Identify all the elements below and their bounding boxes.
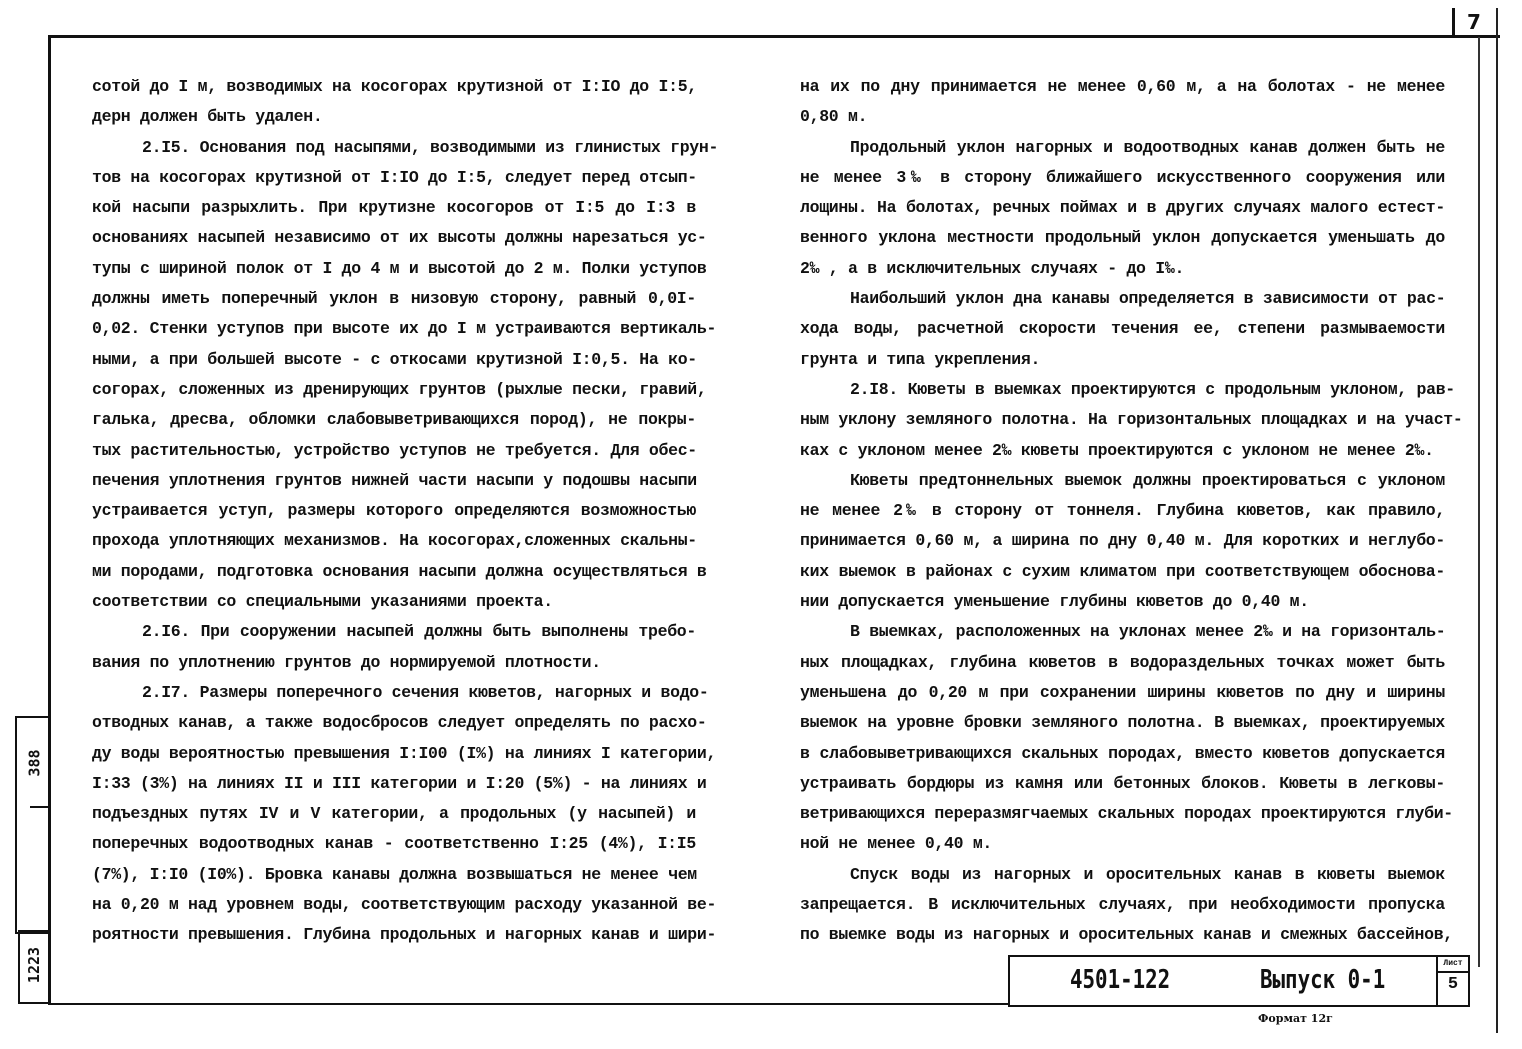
text-line: Кюветы предтоннельных выемок должны проектироваться с уклоном	[850, 470, 1445, 490]
text-line: уменьшена до 0,20 м при сохранении ширины кюветов по дну и ширины	[800, 682, 1445, 702]
paragraph	[800, 617, 1453, 859]
archive-number: 1223	[25, 946, 44, 984]
text-line: I:33 (3%) на линиях II и III категории и I:20 (5%) - на линиях и	[92, 773, 707, 793]
text-line: роятности превышения. Глубина продольных и нагорных канав и шири-	[92, 925, 717, 945]
format-label: Формат 12г	[1258, 1012, 1333, 1025]
text-line: устраивать бордюры из камня или бетонных блоков. Кюветы в легковы-	[800, 773, 1445, 793]
text-line: ких выемок в районах с сухим климатом при соответствующем обоснова-	[800, 561, 1445, 581]
text-line: 2‰ , а в исключительных случаях - до I‰.	[800, 258, 1185, 278]
paragraph	[92, 72, 696, 133]
margin-stamp-inventory	[15, 716, 51, 934]
text-line: хода воды, расчетной скорости течения ее, степени размываемости	[800, 319, 1445, 339]
text-line: грунта и типа укрепления.	[800, 349, 1041, 369]
text-line: выемок на уровне бровки земляного полотна. В выемках, проектируемых	[800, 713, 1445, 733]
text-line: устраивается уступ, размеры которого определяются возможностью	[92, 501, 696, 521]
text-line: не менее 2‰ в сторону от тоннеля. Глубина кюветов, как правило,	[800, 501, 1445, 521]
margin-stamp-archive	[18, 930, 51, 1004]
paragraph	[800, 133, 1445, 284]
text-line: нии допускается уменьшение глубины кюветов до 0,40 м.	[800, 592, 1309, 612]
text-line: ми породами, подготовка основания насыпи должна осуществляться в	[92, 561, 707, 581]
text-line: принимается 0,60 м, а ширина по дну 0,40 м. Для коротких и неглубо-	[800, 531, 1445, 551]
text-line: ной не менее 0,40 м.	[800, 834, 993, 854]
text-line: согорах, сложенных из дренирующих грунтов (рыхлые пески, гравий,	[92, 379, 707, 399]
text-line: (7%), I:I0 (I0%). Бровка канавы должна возвышаться не менее чем	[92, 864, 697, 884]
paragraph	[92, 133, 719, 618]
sheet-number: 5	[1447, 975, 1459, 994]
text-line: ду воды вероятностью превышения I:I00 (I%) на линиях I категории,	[92, 743, 717, 763]
title-block	[1008, 955, 1438, 1007]
text-line: в слабовыветривающихся скальных породах, вместо кюветов допускается	[800, 743, 1445, 763]
text-line: Продольный уклон нагорных и водоотводных канав должен быть не	[850, 137, 1445, 157]
text-line: ветривающихся переразмягчаемых скальных породах проектируются глуби-	[800, 804, 1453, 824]
text-line: дерн должен быть удален.	[92, 107, 323, 127]
text-line: вания по уплотнению грунтов до нормируемой плотности.	[92, 652, 601, 672]
text-line: отводных канав, а также водосбросов следует определять по расхо-	[92, 713, 707, 733]
paragraph	[800, 466, 1445, 617]
paragraph	[800, 860, 1453, 951]
frame-right-inner-border	[1478, 37, 1480, 967]
paragraph	[92, 617, 696, 678]
text-line: 2.I6. При сооружении насыпей должны быть выполнены требо-	[142, 622, 696, 642]
text-line: должны иметь поперечный уклон в низовую сторону, равный 0,0I-	[92, 289, 696, 309]
text-line: прохода уплотняющих механизмов. На косогорах,сложенных скальны-	[92, 531, 697, 551]
frame-bottom-border	[48, 1003, 1010, 1005]
issue-label: Выпуск 0-1	[1260, 965, 1386, 995]
sheet-label: Лист	[1438, 957, 1468, 973]
text-line: кой насыпи разрыхлить. При крутизне косогоров от I:5 до I:3 в	[92, 198, 696, 218]
text-line: тов на косогорах крутизной от I:IO до I:5, следует перед отсып-	[92, 167, 697, 187]
paragraph	[800, 72, 1445, 133]
text-line: Наибольший уклон дна канавы определяется в зависимости от рас-	[850, 289, 1446, 309]
frame-right-border	[1496, 8, 1498, 1033]
text-line: не менее 3‰ в сторону ближайшего искусственного сооружения или	[800, 167, 1445, 187]
text-line: ным уклону земляного полотна. На горизонтальных площадках и на участ-	[800, 410, 1463, 430]
text-line: основаниях насыпей независимо от их высоты должны нарезаться ус-	[92, 228, 707, 248]
text-line: 2.I5. Основания под насыпями, возводимыми из глинистых грун-	[142, 137, 719, 157]
text-line: венного уклона местности продольный уклон допускается уменьшать до	[800, 228, 1445, 248]
text-line: 2.I8. Кюветы в выемках проектируются с продольным уклоном, рав-	[850, 379, 1455, 399]
paragraph	[92, 678, 717, 951]
text-line: на их по дну принимается не менее 0,60 м, а на болотах - не менее	[800, 77, 1445, 96]
text-line: ках с уклоном менее 2‰ кюветы проектируются с уклоном не менее 2‰.	[800, 440, 1434, 460]
text-line: В выемках, расположенных на уклонах менее 2‰ и на горизонталь-	[850, 622, 1446, 642]
text-line: ными, а при большей высоте - с откосами крутизной I:0,5. На ко-	[92, 349, 697, 369]
page-number-box	[1452, 8, 1497, 36]
text-line: тупы с шириной полок от I до 4 м и высотой до 2 м. Полки уступов	[92, 258, 707, 278]
text-line: ных площадках, глубина кюветов в водораздельных точках может быть	[800, 652, 1445, 672]
text-line: подъездных путях IV и V категории, а продольных (у насыпей) и	[92, 804, 696, 824]
text-line: поперечных водоотводных канав - соответственно I:25 (4%), I:I5	[92, 834, 696, 854]
right-text-column	[800, 72, 1463, 951]
text-line: 0,02. Стенки уступов при высоте их до I м устраиваются вертикаль-	[92, 319, 717, 339]
text-line: 0,80 м.	[800, 107, 868, 127]
text-line: на 0,20 м над уровнем воды, соответствующим расходу указанной ве-	[92, 895, 717, 915]
text-line: тых растительностью, устройство уступов не требуется. Для обес-	[92, 440, 697, 460]
paragraph	[800, 284, 1445, 375]
text-line: галька, дресва, обломки слабовыветривающихся пород), не покры-	[92, 410, 696, 430]
text-line: печения уплотнения грунтов нижней части насыпи у подошвы насыпи	[92, 470, 697, 490]
sheet-box	[1436, 955, 1470, 1007]
left-text-column	[92, 72, 719, 951]
frame-top-border	[48, 35, 1500, 38]
paragraph	[800, 375, 1463, 466]
margin-stamp-divider	[30, 806, 50, 808]
page-number: 7	[1467, 10, 1481, 34]
inventory-number: 388	[25, 749, 44, 777]
text-line: 2.I7. Размеры поперечного сечения кюветов, нагорных и водо-	[142, 682, 709, 702]
text-line: Спуск воды из нагорных и оросительных канав в кюветы выемок	[850, 864, 1445, 884]
text-line: лощины. На болотах, речных поймах и в других случаях малого естест-	[800, 198, 1445, 218]
document-code: 4501-122	[1070, 965, 1171, 995]
text-line: соответствии со специальными указаниями проекта.	[92, 592, 553, 612]
text-line: по выемке воды из нагорных и оросительных канав и смежных бассейнов,	[800, 925, 1453, 945]
text-line: сотой до I м, возводимых на косогорах крутизной от I:IO до I:5,	[92, 77, 697, 96]
text-line: запрещается. В исключительных случаях, при необходимости пропуска	[800, 895, 1445, 915]
